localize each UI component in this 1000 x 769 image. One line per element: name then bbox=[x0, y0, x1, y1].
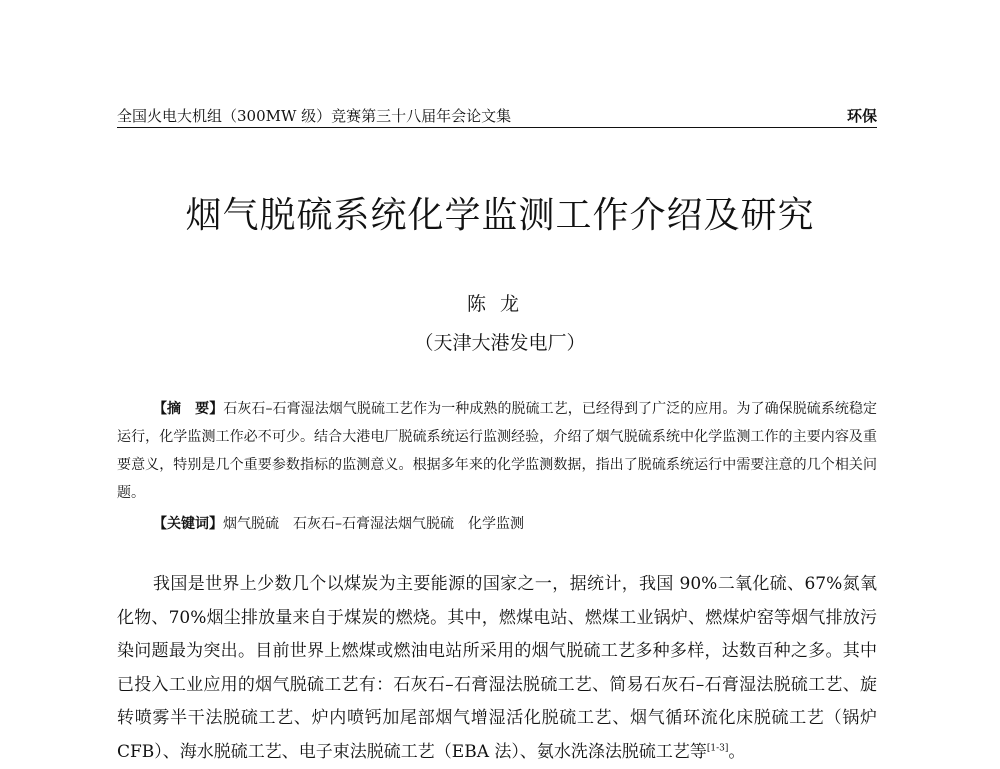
body-text: 我国是世界上少数几个以煤炭为主要能源的国家之一，据统计，我国 90%二氧化硫、67%氮氧化物、70%烟尘排放量来自于煤炭的燃烧。其中，燃煤电站、燃煤工业锅炉、燃煤炉窑等烟气排放污染问题最为突出。目前世界上燃煤或燃油电站所采用的烟气脱硫工艺多种多样，达数百种之多。其中已投入工业应用的烟气脱硫工艺有：石灰石–石膏湿法脱硫工艺、简易石灰石–石膏湿法脱硫工艺、旋转喷雾半干法脱硫工艺、炉内喷钙加尾部烟气增湿活化脱硫工艺、烟气循环流化床脱硫工艺（锅炉 CFB）、海水脱硫工艺、电子束法脱硫工艺（EBA 法）、氨水洗涤法脱硫工艺等 bbox=[117, 574, 877, 762]
keywords bbox=[153, 510, 877, 538]
keywords-text: 烟气脱硫 石灰石–石膏湿法烟气脱硫 化学监测 bbox=[223, 516, 524, 532]
citation-ref: [1-3] bbox=[706, 742, 729, 753]
section-label: 环保 bbox=[846, 107, 877, 125]
header-rule bbox=[117, 127, 877, 128]
paper-title: 烟气脱硫系统化学监测工作介绍及研究 bbox=[185, 195, 815, 236]
journal-title: 全国火电大机组（300MW 级）竞赛第三十八届年会论文集 bbox=[117, 107, 512, 125]
author-affiliation: （天津大港发电厂） bbox=[414, 332, 586, 354]
abstract bbox=[117, 395, 877, 507]
abstract-label: 【摘 要】 bbox=[153, 401, 224, 417]
keywords-label: 【关键词】 bbox=[153, 516, 223, 532]
body-paragraph bbox=[117, 568, 877, 769]
author-name: 陈龙 bbox=[466, 293, 533, 315]
abstract-text: 石灰石–石膏湿法烟气脱硫工艺作为一种成熟的脱硫工艺，已经得到了广泛的应用。为了确保脱硫系统稳定运行，化学监测工作必不可少。结合大港电厂脱硫系统运行监测经验，介绍了烟气脱硫系统中化学监测工作的主要内容及重要意义，特别是几个重要参数指标的监测意义。根据多年来的化学监测数据，指出了脱硫系统运行中需要注意的几个相关问题。 bbox=[117, 401, 877, 501]
body-end: 。 bbox=[728, 741, 746, 762]
